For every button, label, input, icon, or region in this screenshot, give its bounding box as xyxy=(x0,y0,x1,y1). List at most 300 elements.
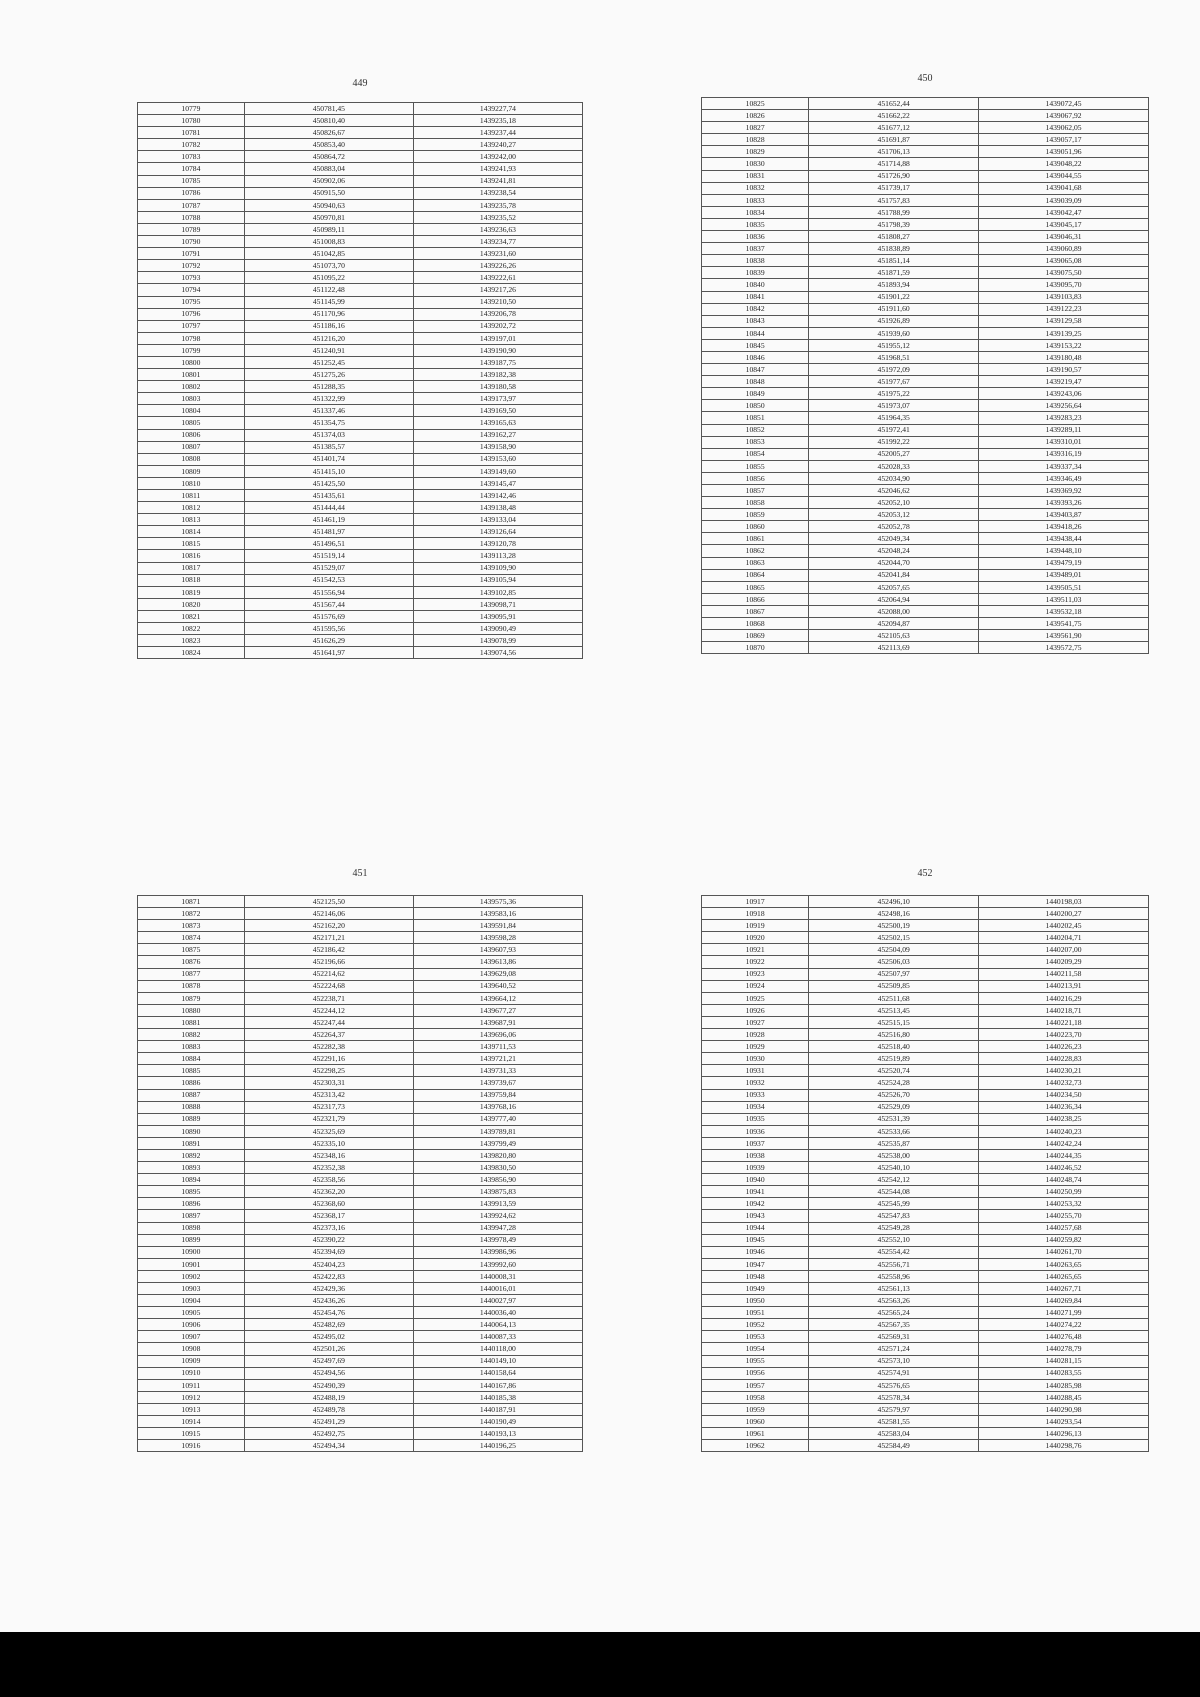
x-coordinate-cell: 452579,97 xyxy=(809,1403,979,1415)
point-number-cell: 10941 xyxy=(702,1186,809,1198)
point-number-cell: 10835 xyxy=(702,218,809,230)
table-row xyxy=(138,920,583,932)
x-coordinate-cell: 452146,06 xyxy=(244,908,413,920)
table-row xyxy=(138,1210,583,1222)
x-coordinate-cell: 452526,70 xyxy=(809,1089,979,1101)
point-number-cell: 10942 xyxy=(702,1198,809,1210)
y-coordinate-cell: 1439240,27 xyxy=(413,139,582,151)
x-coordinate-cell: 452052,10 xyxy=(809,497,979,509)
table-row xyxy=(138,1113,583,1125)
table-row xyxy=(702,605,1149,617)
y-coordinate-cell: 1439190,90 xyxy=(413,344,582,356)
point-number-cell: 10825 xyxy=(702,98,809,110)
point-number-cell: 10907 xyxy=(138,1331,245,1343)
y-coordinate-cell: 1440213,91 xyxy=(979,980,1149,992)
table-row xyxy=(702,1053,1149,1065)
x-coordinate-cell: 451415,10 xyxy=(244,465,413,477)
x-coordinate-cell: 452502,15 xyxy=(809,932,979,944)
y-coordinate-cell: 1439187,75 xyxy=(413,356,582,368)
y-coordinate-cell: 1439289,11 xyxy=(979,424,1149,436)
y-coordinate-cell: 1440211,58 xyxy=(979,968,1149,980)
point-number-cell: 10833 xyxy=(702,194,809,206)
x-coordinate-cell: 451542,53 xyxy=(244,574,413,586)
y-coordinate-cell: 1439238,54 xyxy=(413,187,582,199)
x-coordinate-cell: 452368,60 xyxy=(244,1198,413,1210)
y-coordinate-cell: 1439310,01 xyxy=(979,436,1149,448)
point-number-cell: 10828 xyxy=(702,134,809,146)
y-coordinate-cell: 1439479,19 xyxy=(979,557,1149,569)
coordinates-table xyxy=(701,895,1149,1452)
x-coordinate-cell: 452496,10 xyxy=(809,896,979,908)
y-coordinate-cell: 1439418,26 xyxy=(979,521,1149,533)
point-number-cell: 10781 xyxy=(138,127,245,139)
x-coordinate-cell: 452552,10 xyxy=(809,1234,979,1246)
point-number-cell: 10887 xyxy=(138,1089,245,1101)
y-coordinate-cell: 1440149,10 xyxy=(413,1355,582,1367)
table-row xyxy=(702,1403,1149,1415)
table-row xyxy=(702,158,1149,170)
x-coordinate-cell: 452542,12 xyxy=(809,1174,979,1186)
table-row xyxy=(702,1270,1149,1282)
x-coordinate-cell: 451567,44 xyxy=(244,598,413,610)
table-row xyxy=(138,562,583,574)
table-row xyxy=(138,1077,583,1089)
point-number-cell: 10896 xyxy=(138,1198,245,1210)
x-coordinate-cell: 451893,94 xyxy=(809,279,979,291)
x-coordinate-cell: 451145,99 xyxy=(244,296,413,308)
point-number-cell: 10834 xyxy=(702,206,809,218)
point-number-cell: 10862 xyxy=(702,545,809,557)
table-row xyxy=(702,1149,1149,1161)
y-coordinate-cell: 1439731,33 xyxy=(413,1065,582,1077)
x-coordinate-cell: 452538,00 xyxy=(809,1149,979,1161)
point-number-cell: 10958 xyxy=(702,1391,809,1403)
table-row xyxy=(138,1089,583,1101)
point-number-cell: 10785 xyxy=(138,175,245,187)
point-number-cell: 10930 xyxy=(702,1053,809,1065)
y-coordinate-cell: 1439060,89 xyxy=(979,243,1149,255)
table-row xyxy=(138,308,583,320)
x-coordinate-cell: 450826,67 xyxy=(244,127,413,139)
x-coordinate-cell: 452214,62 xyxy=(244,968,413,980)
x-coordinate-cell: 452303,31 xyxy=(244,1077,413,1089)
point-number-cell: 10956 xyxy=(702,1367,809,1379)
point-number-cell: 10846 xyxy=(702,351,809,363)
x-coordinate-cell: 450940,63 xyxy=(244,199,413,211)
x-coordinate-cell: 451122,48 xyxy=(244,284,413,296)
x-coordinate-cell: 452044,70 xyxy=(809,557,979,569)
table-row xyxy=(138,417,583,429)
point-number-cell: 10878 xyxy=(138,980,245,992)
table-row xyxy=(138,1234,583,1246)
point-number-cell: 10809 xyxy=(138,465,245,477)
point-number-cell: 10890 xyxy=(138,1125,245,1137)
point-number-cell: 10786 xyxy=(138,187,245,199)
y-coordinate-cell: 1439057,17 xyxy=(979,134,1149,146)
table-row xyxy=(138,944,583,956)
table-row xyxy=(138,1029,583,1041)
point-number-cell: 10813 xyxy=(138,514,245,526)
y-coordinate-cell: 1439105,94 xyxy=(413,574,582,586)
table-row xyxy=(702,1222,1149,1234)
y-coordinate-cell: 1439759,84 xyxy=(413,1089,582,1101)
table-row xyxy=(702,1137,1149,1149)
point-number-cell: 10951 xyxy=(702,1307,809,1319)
x-coordinate-cell: 452264,37 xyxy=(244,1029,413,1041)
point-number-cell: 10932 xyxy=(702,1077,809,1089)
point-number-cell: 10925 xyxy=(702,992,809,1004)
y-coordinate-cell: 1439098,71 xyxy=(413,598,582,610)
y-coordinate-cell: 1440281,15 xyxy=(979,1355,1149,1367)
table-row xyxy=(702,1343,1149,1355)
point-number-cell: 10898 xyxy=(138,1222,245,1234)
y-coordinate-cell: 1440193,13 xyxy=(413,1428,582,1440)
table-row xyxy=(702,509,1149,521)
point-number-cell: 10820 xyxy=(138,598,245,610)
x-coordinate-cell: 452046,62 xyxy=(809,485,979,497)
point-number-cell: 10936 xyxy=(702,1125,809,1137)
x-coordinate-cell: 451216,20 xyxy=(244,332,413,344)
x-coordinate-cell: 451975,22 xyxy=(809,388,979,400)
x-coordinate-cell: 451354,75 xyxy=(244,417,413,429)
y-coordinate-cell: 1440008,31 xyxy=(413,1270,582,1282)
x-coordinate-cell: 451322,99 xyxy=(244,393,413,405)
x-coordinate-cell: 451714,88 xyxy=(809,158,979,170)
y-coordinate-cell: 1440244,35 xyxy=(979,1149,1149,1161)
y-coordinate-cell: 1439992,60 xyxy=(413,1258,582,1270)
point-number-cell: 10816 xyxy=(138,550,245,562)
table-row xyxy=(702,1258,1149,1270)
y-coordinate-cell: 1439169,50 xyxy=(413,405,582,417)
table-row xyxy=(702,1174,1149,1186)
x-coordinate-cell: 452422,83 xyxy=(244,1270,413,1282)
y-coordinate-cell: 1439180,48 xyxy=(979,351,1149,363)
table-row xyxy=(138,320,583,332)
y-coordinate-cell: 1439202,72 xyxy=(413,320,582,332)
y-coordinate-cell: 1440027,97 xyxy=(413,1295,582,1307)
x-coordinate-cell: 452573,10 xyxy=(809,1355,979,1367)
point-number-cell: 10817 xyxy=(138,562,245,574)
y-coordinate-cell: 1439393,26 xyxy=(979,497,1149,509)
table-row xyxy=(138,429,583,441)
table-row xyxy=(138,163,583,175)
x-coordinate-cell: 452520,74 xyxy=(809,1065,979,1077)
table-row xyxy=(138,502,583,514)
y-coordinate-cell: 1439102,85 xyxy=(413,586,582,598)
table-row xyxy=(138,574,583,586)
point-number-cell: 10886 xyxy=(138,1077,245,1089)
point-number-cell: 10790 xyxy=(138,236,245,248)
table-row xyxy=(702,992,1149,1004)
table-row xyxy=(702,424,1149,436)
x-coordinate-cell: 452494,34 xyxy=(244,1440,413,1452)
x-coordinate-cell: 452576,65 xyxy=(809,1379,979,1391)
table-row xyxy=(702,267,1149,279)
y-coordinate-cell: 1440293,54 xyxy=(979,1416,1149,1428)
table-row xyxy=(138,272,583,284)
x-coordinate-cell: 452317,73 xyxy=(244,1101,413,1113)
table-row xyxy=(138,1258,583,1270)
point-number-cell: 10794 xyxy=(138,284,245,296)
point-number-cell: 10853 xyxy=(702,436,809,448)
x-coordinate-cell: 451444,44 xyxy=(244,502,413,514)
x-coordinate-cell: 452436,26 xyxy=(244,1295,413,1307)
table-row xyxy=(138,1391,583,1403)
x-coordinate-cell: 451461,19 xyxy=(244,514,413,526)
x-coordinate-cell: 452524,28 xyxy=(809,1077,979,1089)
y-coordinate-cell: 1440223,70 xyxy=(979,1029,1149,1041)
point-number-cell: 10911 xyxy=(138,1379,245,1391)
table-row xyxy=(702,134,1149,146)
x-coordinate-cell: 452048,24 xyxy=(809,545,979,557)
table-row xyxy=(702,1125,1149,1137)
point-number-cell: 10855 xyxy=(702,460,809,472)
point-number-cell: 10939 xyxy=(702,1162,809,1174)
y-coordinate-cell: 1439607,93 xyxy=(413,944,582,956)
x-coordinate-cell: 452498,16 xyxy=(809,908,979,920)
y-coordinate-cell: 1439075,50 xyxy=(979,267,1149,279)
table-row xyxy=(138,647,583,659)
x-coordinate-cell: 452535,87 xyxy=(809,1137,979,1149)
table-row xyxy=(138,490,583,502)
x-coordinate-cell: 452325,69 xyxy=(244,1125,413,1137)
x-coordinate-cell: 451626,29 xyxy=(244,635,413,647)
y-coordinate-cell: 1439241,81 xyxy=(413,175,582,187)
y-coordinate-cell: 1440221,18 xyxy=(979,1016,1149,1028)
y-coordinate-cell: 1440236,34 xyxy=(979,1101,1149,1113)
y-coordinate-cell: 1440265,65 xyxy=(979,1270,1149,1282)
table-row xyxy=(702,1331,1149,1343)
table-row xyxy=(138,1004,583,1016)
y-coordinate-cell: 1439227,74 xyxy=(413,103,582,115)
table-row xyxy=(138,896,583,908)
point-number-cell: 10923 xyxy=(702,968,809,980)
y-coordinate-cell: 1439234,77 xyxy=(413,236,582,248)
x-coordinate-cell: 452105,63 xyxy=(809,630,979,642)
x-coordinate-cell: 452531,39 xyxy=(809,1113,979,1125)
x-coordinate-cell: 452571,24 xyxy=(809,1343,979,1355)
y-coordinate-cell: 1439180,58 xyxy=(413,381,582,393)
table-row xyxy=(702,182,1149,194)
table-row xyxy=(702,630,1149,642)
y-coordinate-cell: 1439489,01 xyxy=(979,569,1149,581)
page-number: 449 xyxy=(352,78,368,89)
y-coordinate-cell: 1439222,61 xyxy=(413,272,582,284)
x-coordinate-cell: 451955,12 xyxy=(809,339,979,351)
table-row xyxy=(702,1089,1149,1101)
y-coordinate-cell: 1440232,73 xyxy=(979,1077,1149,1089)
x-coordinate-cell: 451008,83 xyxy=(244,236,413,248)
y-coordinate-cell: 1440269,84 xyxy=(979,1295,1149,1307)
x-coordinate-cell: 452494,56 xyxy=(244,1367,413,1379)
point-number-cell: 10920 xyxy=(702,932,809,944)
y-coordinate-cell: 1440200,27 xyxy=(979,908,1149,920)
table-row xyxy=(702,497,1149,509)
x-coordinate-cell: 452529,09 xyxy=(809,1101,979,1113)
y-coordinate-cell: 1439044,55 xyxy=(979,170,1149,182)
x-coordinate-cell: 451939,60 xyxy=(809,327,979,339)
x-coordinate-cell: 451073,70 xyxy=(244,260,413,272)
table-row xyxy=(702,920,1149,932)
x-coordinate-cell: 451556,94 xyxy=(244,586,413,598)
table-row xyxy=(702,1319,1149,1331)
table-row xyxy=(138,623,583,635)
x-coordinate-cell: 452519,89 xyxy=(809,1053,979,1065)
y-coordinate-cell: 1439583,16 xyxy=(413,908,582,920)
point-number-cell: 10858 xyxy=(702,497,809,509)
table-row xyxy=(702,412,1149,424)
x-coordinate-cell: 451851,14 xyxy=(809,255,979,267)
x-coordinate-cell: 452583,04 xyxy=(809,1428,979,1440)
table-row xyxy=(138,381,583,393)
table-row xyxy=(138,127,583,139)
table-row xyxy=(702,327,1149,339)
table-row xyxy=(138,223,583,235)
table-row xyxy=(138,236,583,248)
x-coordinate-cell: 451385,57 xyxy=(244,441,413,453)
point-number-cell: 10950 xyxy=(702,1295,809,1307)
x-coordinate-cell: 451871,59 xyxy=(809,267,979,279)
y-coordinate-cell: 1440246,52 xyxy=(979,1162,1149,1174)
point-number-cell: 10793 xyxy=(138,272,245,284)
x-coordinate-cell: 452544,08 xyxy=(809,1186,979,1198)
x-coordinate-cell: 452394,69 xyxy=(244,1246,413,1258)
table-row xyxy=(138,465,583,477)
point-number-cell: 10795 xyxy=(138,296,245,308)
y-coordinate-cell: 1439045,17 xyxy=(979,218,1149,230)
point-number-cell: 10792 xyxy=(138,260,245,272)
x-coordinate-cell: 450883,04 xyxy=(244,163,413,175)
x-coordinate-cell: 451973,07 xyxy=(809,400,979,412)
table-row xyxy=(138,992,583,1004)
point-number-cell: 10897 xyxy=(138,1210,245,1222)
table-row xyxy=(702,218,1149,230)
y-coordinate-cell: 1439768,16 xyxy=(413,1101,582,1113)
y-coordinate-cell: 1439139,25 xyxy=(979,327,1149,339)
table-row xyxy=(702,110,1149,122)
point-number-cell: 10845 xyxy=(702,339,809,351)
x-coordinate-cell: 452482,69 xyxy=(244,1319,413,1331)
y-coordinate-cell: 1439217,26 xyxy=(413,284,582,296)
x-coordinate-cell: 452491,29 xyxy=(244,1416,413,1428)
y-coordinate-cell: 1439789,81 xyxy=(413,1125,582,1137)
table-row xyxy=(138,356,583,368)
y-coordinate-cell: 1439120,78 xyxy=(413,538,582,550)
point-number-cell: 10947 xyxy=(702,1258,809,1270)
point-number-cell: 10847 xyxy=(702,364,809,376)
table-row xyxy=(138,103,583,115)
y-coordinate-cell: 1440190,49 xyxy=(413,1416,582,1428)
table-row xyxy=(138,1379,583,1391)
y-coordinate-cell: 1439856,90 xyxy=(413,1174,582,1186)
point-number-cell: 10934 xyxy=(702,1101,809,1113)
table-row xyxy=(138,1198,583,1210)
point-number-cell: 10962 xyxy=(702,1440,809,1452)
table-row xyxy=(702,1210,1149,1222)
point-number-cell: 10798 xyxy=(138,332,245,344)
point-number-cell: 10874 xyxy=(138,932,245,944)
point-number-cell: 10893 xyxy=(138,1162,245,1174)
x-coordinate-cell: 452113,69 xyxy=(809,642,979,654)
table-row xyxy=(702,1041,1149,1053)
y-coordinate-cell: 1439541,75 xyxy=(979,618,1149,630)
y-coordinate-cell: 1440257,68 xyxy=(979,1222,1149,1234)
point-number-cell: 10891 xyxy=(138,1137,245,1149)
table-row xyxy=(138,1174,583,1186)
x-coordinate-cell: 452282,38 xyxy=(244,1041,413,1053)
y-coordinate-cell: 1439219,47 xyxy=(979,376,1149,388)
point-number-cell: 10801 xyxy=(138,369,245,381)
table-row xyxy=(138,586,583,598)
x-coordinate-cell: 452171,21 xyxy=(244,932,413,944)
y-coordinate-cell: 1439236,63 xyxy=(413,223,582,235)
point-number-cell: 10904 xyxy=(138,1295,245,1307)
y-coordinate-cell: 1440064,13 xyxy=(413,1319,582,1331)
point-number-cell: 10960 xyxy=(702,1416,809,1428)
table-row xyxy=(138,284,583,296)
y-coordinate-cell: 1440240,23 xyxy=(979,1125,1149,1137)
table-row xyxy=(138,187,583,199)
x-coordinate-cell: 452094,87 xyxy=(809,618,979,630)
y-coordinate-cell: 1440185,38 xyxy=(413,1391,582,1403)
point-number-cell: 10938 xyxy=(702,1149,809,1161)
x-coordinate-cell: 451964,35 xyxy=(809,412,979,424)
x-coordinate-cell: 451901,22 xyxy=(809,291,979,303)
x-coordinate-cell: 452554,42 xyxy=(809,1246,979,1258)
y-coordinate-cell: 1439226,26 xyxy=(413,260,582,272)
x-coordinate-cell: 452404,23 xyxy=(244,1258,413,1270)
y-coordinate-cell: 1440248,74 xyxy=(979,1174,1149,1186)
x-coordinate-cell: 452511,68 xyxy=(809,992,979,1004)
point-number-cell: 10937 xyxy=(702,1137,809,1149)
x-coordinate-cell: 451435,61 xyxy=(244,490,413,502)
point-number-cell: 10892 xyxy=(138,1149,245,1161)
point-number-cell: 10854 xyxy=(702,448,809,460)
x-coordinate-cell: 451641,97 xyxy=(244,647,413,659)
table-row xyxy=(702,618,1149,630)
y-coordinate-cell: 1440274,22 xyxy=(979,1319,1149,1331)
point-number-cell: 10867 xyxy=(702,605,809,617)
table-row xyxy=(138,526,583,538)
x-coordinate-cell: 452429,36 xyxy=(244,1283,413,1295)
table-row xyxy=(138,1331,583,1343)
point-number-cell: 10903 xyxy=(138,1283,245,1295)
y-coordinate-cell: 1439090,49 xyxy=(413,623,582,635)
x-coordinate-cell: 450902,06 xyxy=(244,175,413,187)
y-coordinate-cell: 1439046,31 xyxy=(979,231,1149,243)
point-number-cell: 10909 xyxy=(138,1355,245,1367)
table-row xyxy=(138,908,583,920)
table-row xyxy=(702,1113,1149,1125)
table-row xyxy=(702,1198,1149,1210)
table-row xyxy=(702,206,1149,218)
x-coordinate-cell: 452186,42 xyxy=(244,944,413,956)
y-coordinate-cell: 1440198,03 xyxy=(979,896,1149,908)
point-number-cell: 10821 xyxy=(138,610,245,622)
y-coordinate-cell: 1439122,23 xyxy=(979,303,1149,315)
y-coordinate-cell: 1439664,12 xyxy=(413,992,582,1004)
table-row xyxy=(138,369,583,381)
y-coordinate-cell: 1440261,70 xyxy=(979,1246,1149,1258)
table-row xyxy=(138,1053,583,1065)
point-number-cell: 10888 xyxy=(138,1101,245,1113)
table-row xyxy=(138,1319,583,1331)
table-row xyxy=(702,1101,1149,1113)
table-row xyxy=(702,557,1149,569)
table-row xyxy=(702,1246,1149,1258)
point-number-cell: 10824 xyxy=(138,647,245,659)
point-number-cell: 10869 xyxy=(702,630,809,642)
